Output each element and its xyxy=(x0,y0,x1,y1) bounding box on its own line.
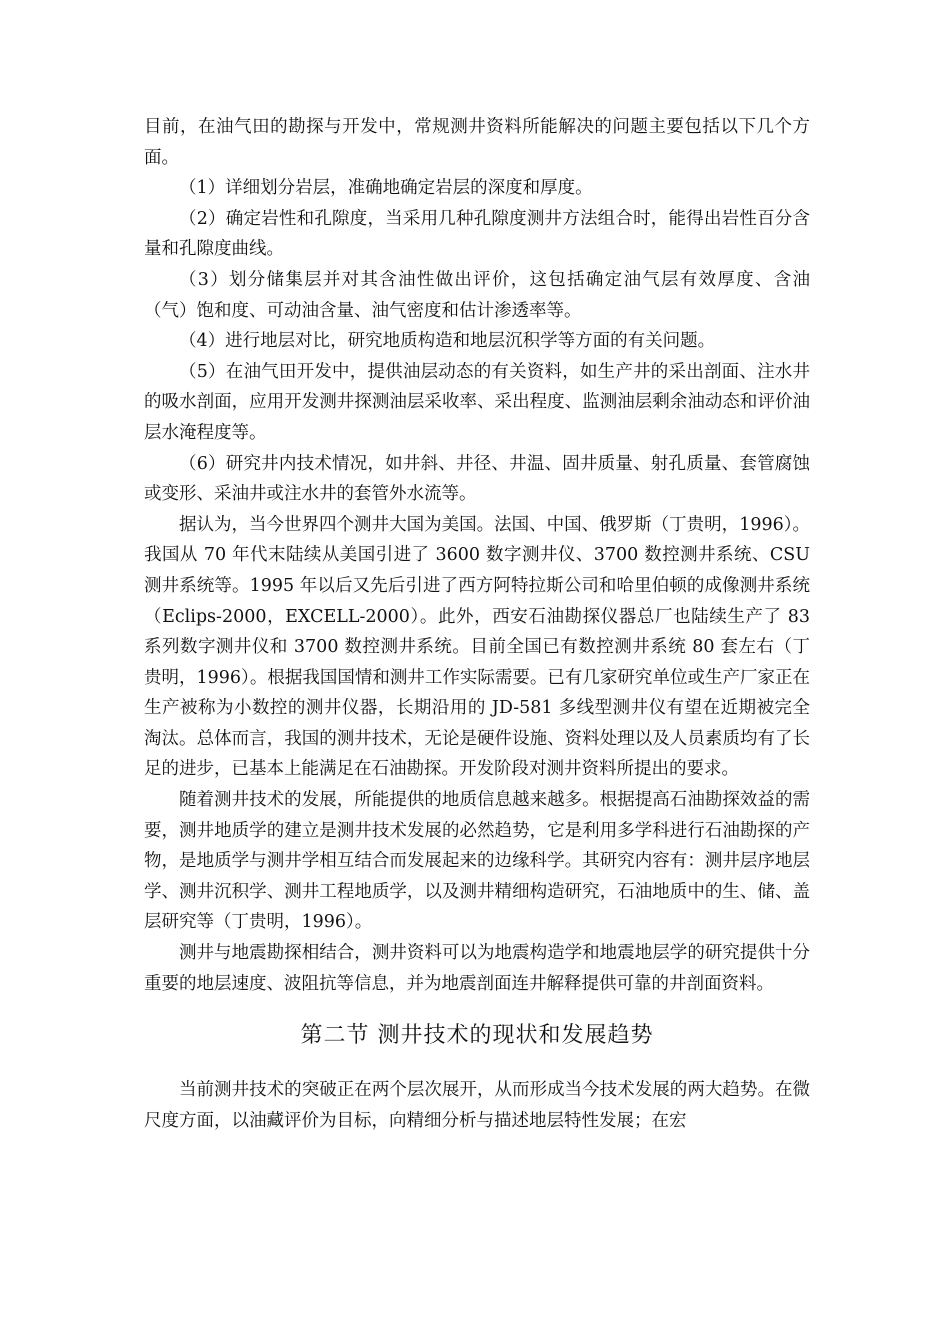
paragraph-item-5: （5）在油气田开发中，提供油层动态的有关资料，如生产井的采出剖面、注水井的吸水剖面，应用开发测井探测油层采收率、采出程度、监测油层剩余油动态和评价油层水淹程度等。 xyxy=(144,361,810,443)
paragraph-logging-status: 据认为，当今世界四个测井大国为美国。法国、中国、俄罗斯（丁贵明，1996）。我国从 70 年代末陆续从美国引进了 3600 数字测井仪、3700 数控测井系统、CSU 测井系统等。1995 年以后又先后引进了西方阿特拉斯公司和哈里伯顿的成像测井系统（Eclips-2000，EXCELL-2000）。此外，西安石油勘探仪器总厂也陆续生产了 83 系列数字测井仪和 3700 数控测井系统。目前全国已有数控测井系统 80 套左右（丁贵明，1996）。根据我国国情和测井工作实际需要。已有几家研究单位或生产厂家正在生产被称为小数控的测井仪器，长期沿用的 JD-581 多线型测井仪有望在近期被完全淘汰。总体而言，我国的测井技术，无论是硬件设施、资料处理以及人员素质均有了长足的进步，已基本上能满足在石油勘探。开发阶段对测井资料所提出的要求。 xyxy=(144,514,810,780)
paragraph-intro: 目前，在油气田的勘探与开发中，常规测井资料所能解决的问题主要包括以下几个方面。 xyxy=(144,117,810,168)
paragraph-item-1: （1）详细划分岩层，准确地确定岩层的深度和厚度。 xyxy=(179,178,593,199)
paragraph-item-2: （2）确定岩性和孔隙度，当采用几种孔隙度测井方法组合时，能得出岩性百分含量和孔隙度曲线。 xyxy=(144,208,810,260)
document-page xyxy=(144,112,810,1136)
section-title: 第二节 测井技术的现状和发展趋势 xyxy=(300,1023,654,1049)
paragraph-item-3: （3）划分储集层并对其含油性做出评价，这包括确定油气层有效厚度、含油（气）饱和度、可动油含量、油气密度和估计渗透率等。 xyxy=(144,269,810,321)
paragraph-trends: 当前测井技术的突破正在两个层次展开，从而形成当今技术发展的两大趋势。在微尺度方面，以油藏评价为目标，向精细分析与描述地层特性发展；在宏 xyxy=(144,1080,810,1131)
paragraph-seismic-integration: 测井与地震勘探相结合，测井资料可以为地震构造学和地震地层学的研究提供十分重要的地层速度、波阻抗等信息，并为地震剖面连井解释提供可靠的井剖面资料。 xyxy=(144,943,810,994)
paragraph-item-4: （4）进行地层对比，研究地质构造和地层沉积学等方面的有关问题。 xyxy=(179,331,716,352)
paragraph-item-6: （6）研究井内技术情况，如井斜、井径、井温、固井质量、射孔质量、套管腐蚀或变形、采油井或注水井的套管外水流等。 xyxy=(144,453,810,505)
paragraph-logging-geology: 随着测井技术的发展，所能提供的地质信息越来越多。根据提高石油勘探效益的需要，测井地质学的建立是测井技术发展的必然趋势，它是利用多学科进行石油勘探的产物，是地质学与测井学相互结合而发展起来的边缘科学。其研究内容有：测井层序地层学、测井沉积学、测井工程地质学，以及测井精细构造研究，石油地质中的生、储、盖层研究等（丁贵明，1996）。 xyxy=(144,790,810,933)
